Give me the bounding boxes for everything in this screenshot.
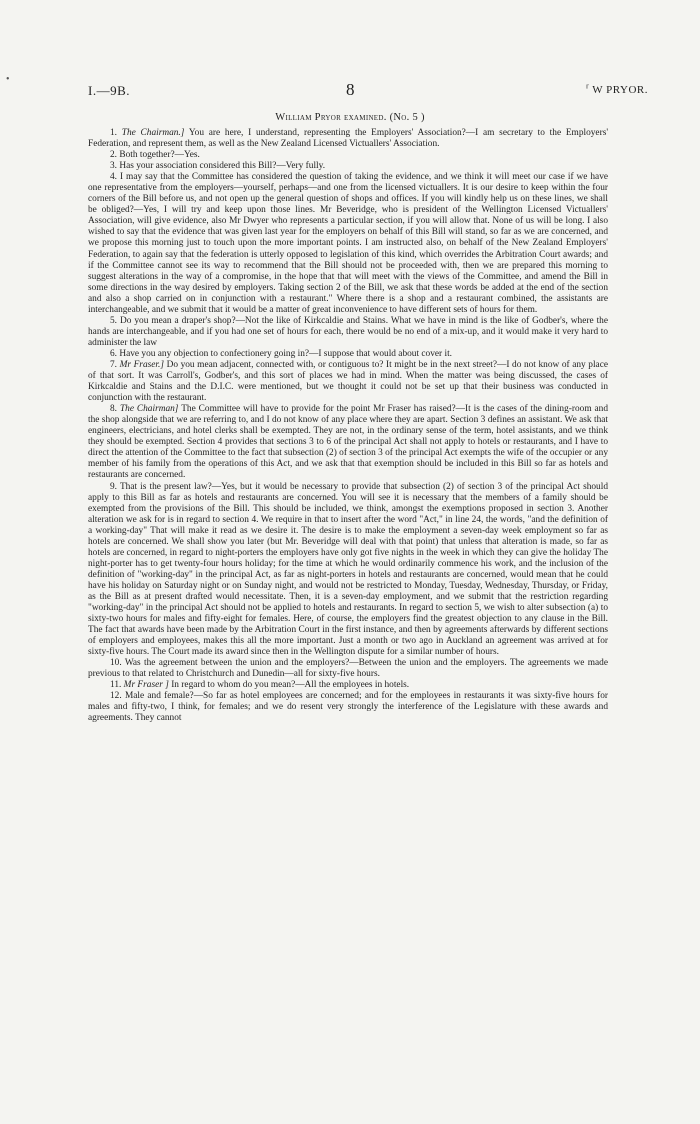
question-number: 9.: [110, 481, 120, 492]
testimony-paragraph: [88, 349, 608, 360]
examination-title: William Pryor examined. (No. 5 ): [275, 112, 425, 123]
testimony-paragraph: [88, 691, 608, 724]
testimony-paragraph: [88, 172, 608, 316]
testimony-paragraph: [88, 161, 608, 172]
testimony-paragraph: [88, 658, 608, 680]
question-number: 1.: [110, 128, 122, 138]
paragraph-text: The Committee will have to provide for the point Mr Fraser has raised?—It is the cases of the dining-room and the shop alongside that we are referring to, and I do not know of any place where they are apart. Section 3 defines an assistant. We ask that engineers, electricians, and hotel clerks shall be exempted. They are not, in the ordinary sense of the term, hotel assistants, and we think they should be exempted. Section 4 provides that sections 3 to 6 of the principal Act shall not apply to hotels or restaurants, and I have to direct the attention of the Committee to the fact that subsection (2) of section 3 of the principal Act exempts the wife of the occupier or any member of his family from the operations of this Act, and we ask that that exemption should be included in this Bill so far as hotels and restaurants are concerned.: [88, 404, 609, 481]
question-number: 2.: [110, 150, 120, 161]
speaker-label: The Chairman]: [119, 404, 179, 415]
testimony-paragraph: [88, 482, 608, 659]
header-witness: ⸢ W PRYOR.: [585, 83, 648, 96]
speaker-label: Mr Fraser.]: [119, 359, 164, 370]
speaker-label: Mr Fraser ]: [123, 680, 169, 691]
testimony-paragraph: [88, 150, 608, 161]
question-number: 10.: [110, 658, 125, 669]
question-number: 4.: [110, 172, 120, 183]
page-header: [88, 80, 648, 103]
speaker-label: The Chairman.]: [121, 128, 185, 138]
question-number: 6.: [110, 348, 120, 359]
margin-mark: •: [6, 74, 10, 85]
page-number: 8: [346, 80, 355, 99]
question-number: 12.: [110, 691, 125, 702]
paragraph-text: In regard to whom do you mean?—All the employees in hotels.: [171, 680, 410, 691]
question-number: 7.: [110, 359, 120, 370]
paragraph-text: That is the present law?—Yes, but it would be necessary to provide that subsection (2) of section 3 of the principal Act should apply to this Bill as far as hotels and restaurants are concerned. You will see it is necessary that the members of a family should be exempted from the provisions of the Bill. This should be included, we think, amongst the exemptions proposed in section 3. Another alteration we ask for is in regard to section 4. We require in that to insert after the word "Act," in line 24, the words, "and the definition of a working-day" That will make it read as we desire it. The desire is to make the employment a seven-day week employment so far as hotels are concerned. We shall show you later (but Mr. Beveridge will deal with that point) that unless that alteration is made, so far as hotels are concerned, in regard to night-porters the employers have only got five nights in the week in which they can give the holiday The night-porter has to get twenty-four hours holiday; for the time at which he would ordinarily commence his work, and the inclusion of the definition of "working-day" in the principal Act, as far as night-porters in hotels and restaurants are concerned, would mean that he could have his holiday on Saturday night or on Sunday night, and would not be restricted to Monday, Tuesday, Wednesday, Thursday, or Friday, as the Bill as at present drafted would necessitate. Then, it is a seven-day employment, and we submit that the restriction regarding "working-day" in the principal Act should not be applied to hotels and restaurants. In regard to section 5, we wish to alter subsection (a) to sixty-two hours for males and fifty-eight for females. Here, of course, the employers find the greatest objection to any clause in the Bill. The fact that awards have been made by the Arbitration Court in the first instance, and then by agreements afterwards by different sections of employers and employees, makes this all the more important. Just a month or two ago in Auckland an agreement was arrived at for sixty-five hours. The Court made its award since then in the Wellington dispute for a similar number of hours.: [88, 481, 608, 658]
paragraph-text: Has your association considered this Bill?—Very fully.: [119, 161, 326, 172]
paragraph-text: Was the agreement between the union and the employers?—Between the union and the employers. The agreements we made previous to that related to Christchurch and Dunedin—all for sixty-five hours.: [88, 658, 608, 680]
question-number: 5.: [110, 315, 120, 326]
question-number: 3.: [110, 161, 120, 172]
question-number: 11.: [110, 680, 124, 691]
testimony-body: [88, 128, 608, 725]
paragraph-text: Male and female?—So far as hotel employees are concerned; and for the employees in restaurants it was sixty-five hours for males and fifty-two, I think, for females; and we do resent very strongly the interference of the Legislature with these awards and agreements. They cannot: [88, 691, 608, 724]
testimony-paragraph: [88, 316, 608, 349]
header-reference: I.—9B.: [88, 83, 130, 98]
paragraph-text: I may say that the Committee has considered the question of taking the evidence, and we think it will meet our case if we have one representative from the employers—yourself, perhaps—and one from the licensed victuallers. It is our desire to keep within the four corners of the Bill before us, and not open up the general question of shops and offices. If you will kindly help us on these lines, we shall be obliged?—Yes, I will try and keep upon those lines. Mr Beveridge, who is president of the Wellington Licensed Victuallers' Association, will give evidence, also Mr Dwyer who represents a particular section, if you will allow that. None of us will be long. I also wished to say that the evidence that was given last year for the employers on behalf of this Bill will stand, so far as we are concerned, and we propose this morning just to touch upon the more important points. I am instructed also, on behalf of the New Zealand Employers' Federation, to again say that the federation is utterly opposed to legislation of this kind, which overrides the Arbitration Court awards; and if the Committee cannot see its way to recommend that the Bill should not be proceeded with, then we are prepared this morning to suggest alterations in the way of a compromise, in the hope that that will meet with the views of the Committee, and amend the Bill in some directions in the way desired by employers. Taking section 2 of the Bill, we ask that these words be added at the end of the section and also a shop carried on in conjunction with a restaurant." Where there is a shop and a restaurant combined, the assistants are interchangeable, and we submit that it would be a matter of great inconvenience to have different sets of hours for them.: [88, 172, 609, 315]
paragraph-text: Have you any objection to confectionery going in?—I suppose that would about cover it.: [119, 348, 453, 359]
testimony-paragraph: [88, 128, 608, 150]
testimony-paragraph: [88, 404, 608, 481]
paragraph-text: Do you mean a draper's shop?—Not the like of Kirkcaldie and Stains. What we have in mind is the like of Godber's, where the hands are interchangeable, and if you had one set of hours for each, there would be no end of a mix-up, and it would make it very hard to administer the law: [88, 315, 609, 348]
testimony-paragraph: [88, 680, 608, 691]
question-number: 8.: [110, 404, 120, 415]
paragraph-text: Do you mean adjacent, connected with, or contiguous to? It might be in the next street?—I do not know of any place of that sort. It was Carroll's, Godber's, and this sort of places we had in mind. When the matter was being discussed, the cases of Kirkcaldie and Stains and the D.I.C. were mentioned, but we thought it could not be set up that their business was conducted in conjunction with the restaurant.: [88, 359, 608, 404]
paragraph-text: You are here, I understand, representing the Employers' Association?—I am secretary to the Employers' Federation, and represent them, as well as the New Zealand Licensed Victuallers' Association.: [88, 128, 609, 150]
testimony-paragraph: [88, 360, 608, 404]
paragraph-text: Both together?—Yes.: [119, 150, 200, 161]
